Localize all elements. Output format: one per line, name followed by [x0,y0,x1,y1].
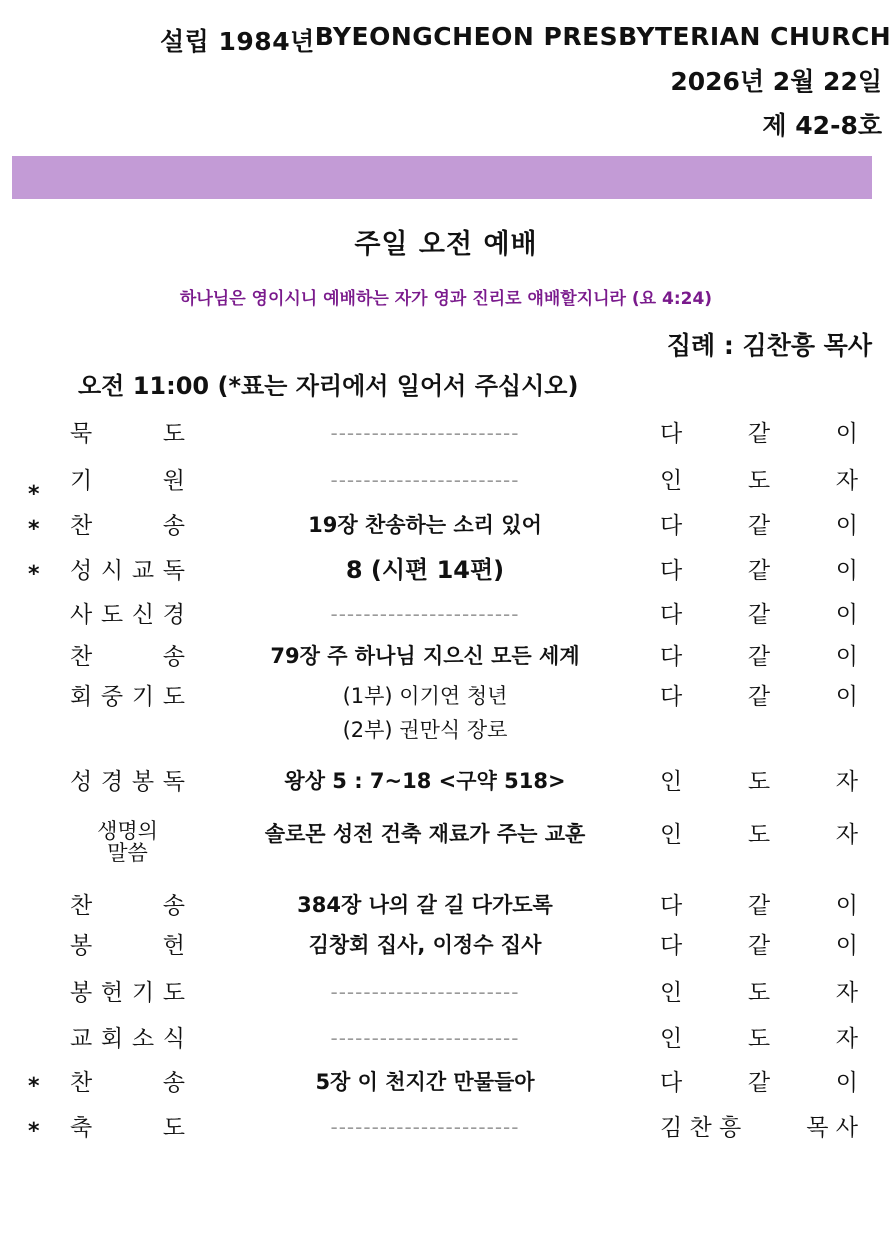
worship-item: 찬 송 [70,644,185,670]
header-top-line [160,22,892,58]
worship-leader: 다 같 이 [660,602,858,628]
worship-leader: 인 도 자 [660,769,858,795]
stand-marker: * [28,517,40,542]
worship-content: 김창회 집사, 이정수 집사 [308,933,542,957]
stand-marker: * [28,562,40,587]
worship-leader: 인 도 자 [660,822,858,848]
worship-content: 79장 주 하나님 지으신 모든 세계 [270,644,580,668]
worship-content-line: (2부) 권만식 장로 [342,717,508,742]
stand-marker: * [28,1074,40,1099]
dash-separator: ----------------------- [330,421,520,445]
worship-item: 성 시 교 독 [70,558,185,584]
dash-separator: ----------------------- [330,1115,520,1139]
officiant: 집례 : 김찬흥 목사 [666,331,872,360]
worship-leader: 다 같 이 [660,1070,858,1096]
worship-content: 왕상 5 : 7~18 <구약 518> [284,769,566,793]
worship-leader: 인 도 자 [660,980,858,1006]
worship-content: 5장 이 천지간 만물들아 [315,1070,535,1094]
worship-item: 성 경 봉 독 [70,769,185,795]
worship-item-line: 생명의 [97,819,158,843]
worship-content: 19장 찬송하는 소리 있어 [308,513,542,537]
worship-item: 봉 헌 [70,933,185,959]
worship-item: 교 회 소 식 [70,1026,185,1052]
worship-content-line: (1부) 이기연 청년 [342,684,508,708]
worship-leader: 다 같 이 [660,558,858,584]
dash-separator: ----------------------- [330,468,520,492]
worship-leader: 인 도 자 [660,1026,858,1052]
worship-item: 축 도 [70,1115,185,1141]
issue-number: 제 42-8호 [762,111,882,140]
worship-item: 찬 송 [70,893,185,919]
worship-item: 봉 헌 기 도 [70,980,185,1006]
worship-leader: 다 같 이 [660,421,858,447]
worship-item: 사 도 신 경 [70,602,185,628]
worship-leader: 다 같 이 [660,933,858,959]
worship-item [70,820,185,864]
stand-marker: * [28,1119,40,1144]
worship-leader: 다 같 이 [660,644,858,670]
worship-leader: 다 같 이 [660,684,858,710]
worship-content: 8 (시편 14편) [345,556,505,584]
service-time-note: 오전 11:00 (*표는 자리에서 일어서 주십시오) [78,372,579,400]
worship-content [220,680,630,747]
worship-item: 묵 도 [70,421,185,447]
worship-content: 384장 나의 갈 길 다가도록 [297,893,553,917]
worship-leader: 인 도 자 [660,468,858,494]
dash-separator: ----------------------- [330,1026,520,1050]
header-divider-band [12,156,872,199]
church-name: BYEONGCHEON PRESBYTERIAN CHURCH [314,22,892,51]
worship-item: 회 중 기 도 [70,684,185,710]
worship-content: 솔로몬 성전 건축 재료가 주는 교훈 [264,822,586,846]
scripture-verse: 하나님은 영이시니 예배하는 자가 영과 진리로 얘배할지니라 (요 4:24) [179,289,713,309]
founded-year: 설립 1984년 [160,27,315,56]
worship-item: 찬 송 [70,513,185,539]
service-title: 주일 오전 예배 [354,229,538,260]
worship-item: 찬 송 [70,1070,185,1096]
worship-leader: 다 같 이 [660,513,858,539]
worship-item-line: 말씀 [107,841,148,866]
worship-leader: 김 찬 흥 목 사 [660,1115,858,1141]
stand-marker: * [28,482,40,507]
worship-item: 기 원 [70,468,185,494]
dash-separator: ----------------------- [330,980,520,1004]
worship-leader: 다 같 이 [660,893,858,919]
dash-separator: ----------------------- [330,602,520,626]
bulletin-date: 2026년 2월 22일 [670,67,882,96]
